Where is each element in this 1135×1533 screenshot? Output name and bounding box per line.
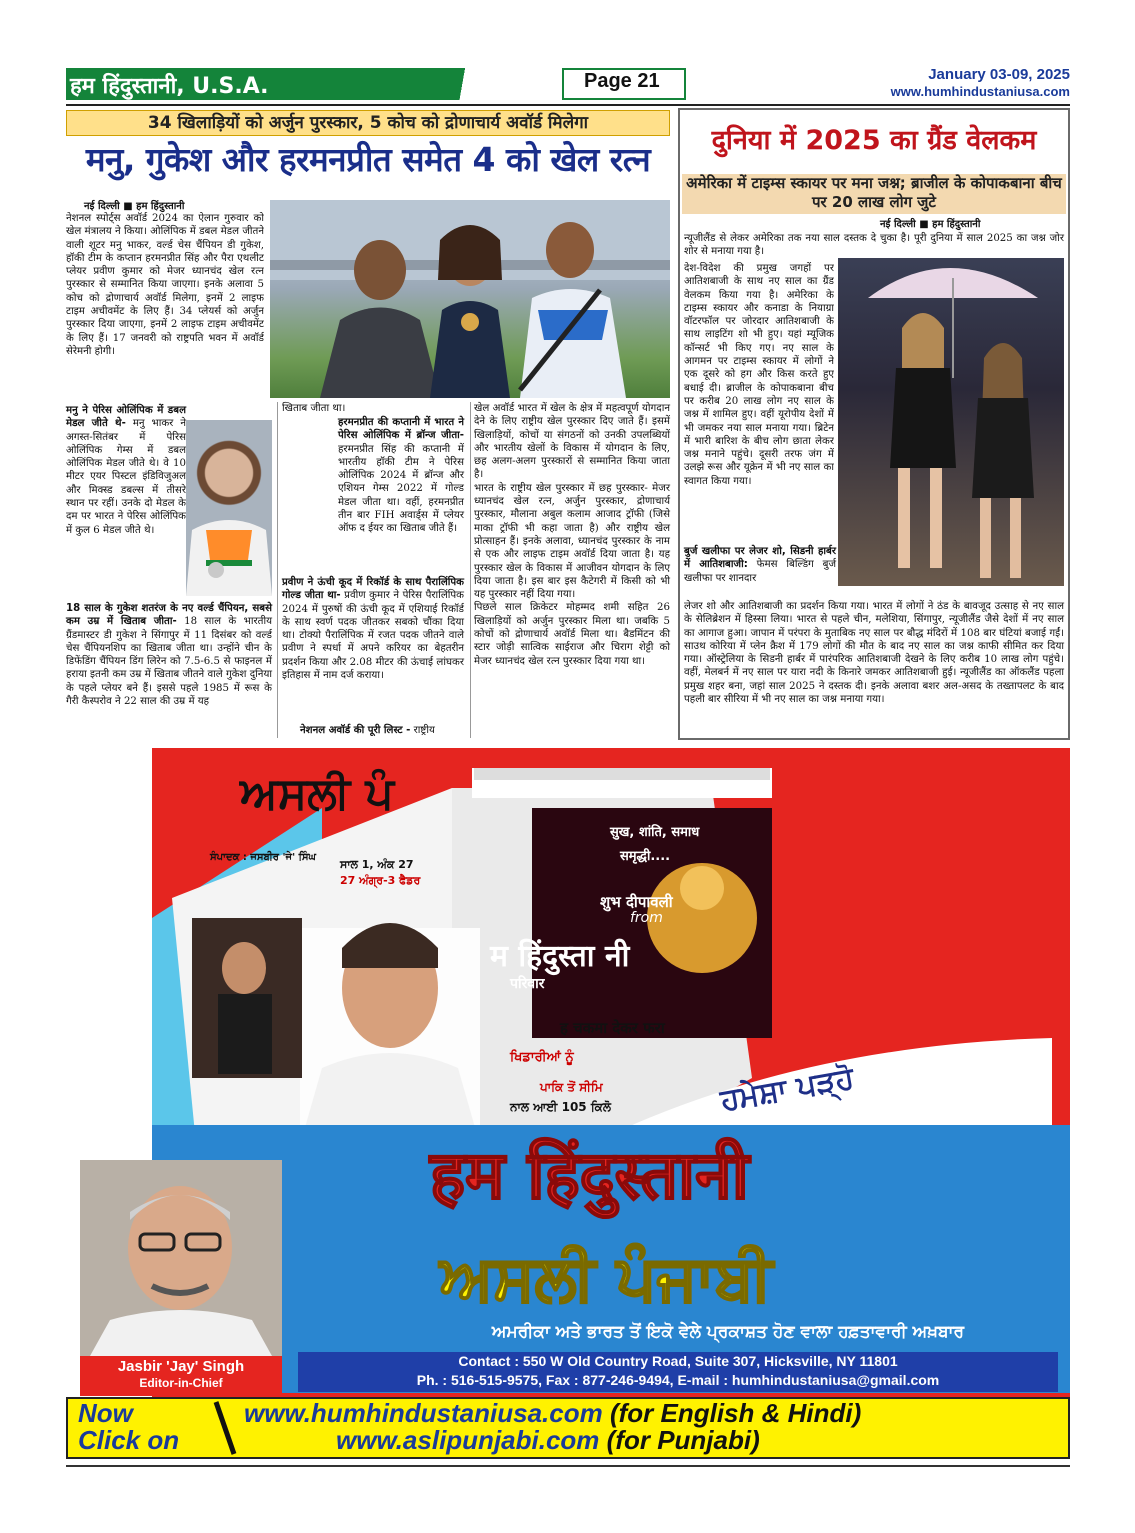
ad-punjabi-masthead: ਅਸਲੀ ਪੰ	[240, 768, 394, 819]
ad-hindi-line1: सुख, शांति, समाध	[610, 825, 700, 840]
ad-hindustani-partial: म हिंदुस्ता नी	[490, 939, 630, 974]
promo-click-on: Click on	[78, 1425, 180, 1455]
ad-punjabi-news3: ਨਾਲ ਆਈ 105 ਕਿਲੋ	[510, 1100, 611, 1114]
header-banner-split	[330, 68, 570, 100]
promo-now: Now	[78, 1398, 133, 1428]
editor-name: Jasbir 'Jay' Singh	[117, 1358, 245, 1375]
harman-body: हरमनप्रीत सिंह की कप्तानी में भारतीय हॉकी टीम ने पेरिस ओलिंपिक 2024 में ब्रॉन्ज और एशियन गेम्स 2022 में गोल्ड मेडल जीता था। वहीं, हरमनप्रीत तीन बार FIH अवार्ड्स में प्लेयर ऑफ द ईयर का खिताब जीते हैं।	[338, 443, 464, 535]
praveen-body: प्रवीण कुमार ने पेरिस पैरालिंपिक 2024 में पुरुषों की ऊंची कूद में एशियाई रिकॉर्ड के साथ स्वर्ण पदक जीतकर सबको चौंका दिया था। टोक्यो पैरालिंपिक में रजत पदक जीतने वाले प्रवीण ने स्पर्धा में अपने करियर का बेहतरीन प्रदर्शन किया और 2.08 मीटर की ऊंचाई लांघकर इतिहास में नाम दर्ज कराया।	[282, 590, 464, 682]
newyear-illustration	[838, 258, 1064, 586]
ad-big-hindi: हम हिंदुस्तानी	[430, 1137, 749, 1214]
right-subhead: अमेरिका में टाइम्स स्कायर पर मना जश्न; ब्राजील के कोपाकबाना बीच पर 20 लाख लोग जुटे	[682, 174, 1066, 214]
ad-tagline: ਅਮਰੀਕਾ ਅਤੇ ਭਾਰਤ ਤੋਂ ਇਕੋ ਵੇਲੇ ਪ੍ਰਕਾਸ਼ਤ ਹੋਣ ਵਾਲਾ ਹਫ਼ਤਾਵਾਰੀ ਅਖ਼ਬਾਰ	[491, 1322, 965, 1342]
issue-date: January 03-09, 2025	[928, 66, 1070, 83]
list-lead-block	[300, 724, 470, 737]
gukesh-subhead: 18 साल के गुकेश शतरंज के नए वर्ल्ड चैंपियन, सबसे कम उम्र में खिताब जीता-	[66, 603, 272, 628]
header-website[interactable]: www.humhindustaniusa.com	[890, 84, 1070, 99]
list-lead: नेशनल अवॉर्ड की पूरी लिस्ट -	[300, 725, 411, 736]
ad-editor-small: ਸੰਪਾਦਕ : ਜਸਬੀਰ 'ਜੇ' ਸਿੰਘ	[210, 852, 316, 863]
left-kicker: 34 खिलाड़ियों को अर्जुन पुरस्कार, 5 कोच को द्रोणाचार्य अवॉर्ड मिलेगा	[66, 110, 670, 136]
promo-url2[interactable]: www.aslipunjabi.com	[336, 1425, 600, 1455]
list-lead-tail: राष्ट्रीय	[413, 725, 435, 736]
manu-block	[66, 404, 186, 537]
left-headline: मनु, गुकेश और हरमनप्रीत समेत 4 को खेल रत्न	[85, 140, 651, 179]
left-dateline: नई दिल्ली ■ हम हिंदुस्तानी	[84, 201, 185, 212]
col4-para3: पिछले साल क्रिकेटर मोहम्मद शमी सहित 26 खिलाड़ियों को अर्जुन पुरस्कार मिला था। जबकि 5 कोचों को द्रोणाचार्य अवॉर्ड मिला था। बैडमिंटन की स्टार जोड़ी सात्विक साईराज और चिराग शेट्टी को मेजर ध्यानचंद खेल रत्न पुरस्कार दिया गया था।	[474, 602, 670, 667]
gukesh-block	[66, 602, 272, 708]
ad-contact-line2[interactable]: Ph. : 516-515-9575, Fax : 877-246-9494, E-mail : humhindustaniusa@gmail.com	[416, 1372, 940, 1388]
editor-photo	[80, 1160, 282, 1356]
burj-block	[684, 545, 836, 585]
editor-title: Editor-in-Chief	[139, 1376, 223, 1390]
col4-block	[474, 402, 670, 668]
burj-subhead: बुर्ज खलीफा पर लेजर शो, सिडनी हार्बर में आतिशबाजी:	[684, 546, 836, 571]
newyear-photo	[838, 258, 1064, 586]
burj-body: लेजर शो और आतिशबाजी का प्रदर्शन किया गया। भारत में लोगों ने ठंड के बावजूद उत्साह से नए साल के सेलिब्रेशन में हिस्सा लिया। भारत से पहले चीन, मलेशिया, सिंगापुर, न्यूजीलैंड जैसे देशों में नए साल का आगाज हुआ। जापान में परंपरा के मुताबिक नए साल पर बौद्ध मंदिरों में 108 बार घंटियां बजाई गईं। साउथ कोरिया में प्लेन क्रैश में 179 लोगों की मौत के बाद नए साल का जश्न काफी सीमित कर दिया गया। ऑस्ट्रेलिया के सिडनी हार्बर में पारंपरिक आतिशबाजी देखने के लिए करीब 10 लाख लोग पहुंचे। वहीं, मेलबर्न में नए साल पर यारा नदी के किनारे जमकर आतिशबाजी हुई। न्यूजीलैंड का ऑकलैंड पहला प्रमुख शहर बना, जहां साल 2025 ने दस्तक दी। इनके अलावा बशर अल-असद के तख्तापलट के बाद पहली बार सीरिया में भी नए साल का जश्न मनाया गया।	[684, 601, 1064, 706]
athletes-photo	[270, 200, 670, 398]
promo-url1-note: (for English & Hindi)	[609, 1398, 862, 1428]
right-intro: न्यूजीलैंड से लेकर अमेरिका तक नया साल दस्तक दे चुका है। पूरी दुनिया में साल 2025 का जश्न जोर शोर से मनाया गया है।	[684, 233, 1064, 258]
bottom-rule	[66, 1465, 1070, 1467]
ad-punjabi-news1: ਖਿਡਾਰੀਆਂ ਨੂੰ	[510, 1050, 574, 1065]
manu-body: मनु भाकर ने अगस्त-सितंबर में पेरिस ओलिंपिक गेम्स में डबल ओलिंपिक मेडल जीते थे। वे 10 मीटर एयर पिस्टल इंडिविजुअल और मिक्स्ड डबल्स में तीसरे स्थान पर रहीं। उनके दो मेडल के दम पर भारत ने पेरिस ओलिंपिक में कुल 6 मेडल जीते थे।	[66, 418, 186, 536]
praveen-photo	[186, 420, 272, 596]
ad-chakma: ह चकमा देकर फरा	[560, 1019, 665, 1037]
ad-hamesha: ਹਮੇਸ਼ਾ ਪੜ੍ਹੋ	[717, 1060, 857, 1119]
col2-top: खिताब जीता था।	[282, 403, 346, 414]
harman-subhead: हरमनप्रीत की कप्तानी में भारत ने पेरिस ओलिंपिक में ब्रॉन्ज जीता-	[338, 417, 464, 442]
ad-big-punjabi: ਅਸਲੀ ਪੰਜਾਬੀ	[440, 1241, 773, 1314]
praveen-illustration	[186, 420, 272, 596]
manu-subhead: मनु ने पेरिस ओलिंपिक में डबल मेडल जीते थे-	[66, 405, 186, 430]
col4-para1: खेल अवॉर्ड भारत में खेल के क्षेत्र में महत्वपूर्ण योगदान देने के लिए राष्ट्रीय खेल पुरस्कार दिए जाते हैं। इसमें खिलाड़ियों, कोचों या संगठनों को उनकी उपलब्धियों और भारतीय खेलों के विकास में योगदान के लिए, छह अलग-अलग पुरस्कारों से सम्मानित किया जाता है।	[474, 403, 670, 481]
right-para: देश-विदेश की प्रमुख जगहों पर आतिशबाजी के साथ नए साल का ग्रैंड वेलकम किया गया है। अमेरिका के टाइम्स स्कायर और कनाडा के नियाग्रा वॉटरफॉल पर जोरदार आतिशबाजी के साथ लाइटिंग शो भी हुए। यहां म्यूजिक कॉन्सर्ट भी किए गए। नए साल के आगमन पर टाइम्स स्कायर में लोगों ने एक दूसरे को हग और किस करते हुए बधाई दी। ब्राजील के कोपाकबाना बीच पर करीब 20 लाख लोग नए साल के जश्न में शामिल हुए। वहीं यूरोपीय देशों में भी जमकर नया साल मनाया गया। ब्रिटेन में भारी बारिश के बीच लोग छाता लेकर जश्न मनाने पहुंचे। दूसरी तरफ जंग में उलझे रूस और यूक्रेन में भी नए साल का स्वागत किया गया।	[684, 263, 834, 487]
ad-contact-box	[298, 1352, 1058, 1392]
ad-diwali: शुभ दीपावली	[600, 893, 673, 911]
paper-name: हम हिंदुस्तानी, U.S.A.	[70, 74, 269, 99]
praveen-block	[282, 576, 464, 682]
ad-hindi-line2: समृद्धी....	[620, 849, 671, 864]
athletes-illustration	[270, 200, 670, 398]
ad-contact-line1: Contact : 550 W Old Country Road, Suite 307, Hicksville, NY 11801	[458, 1353, 898, 1369]
right-headline: दुनिया में 2025 का ग्रैंड वेलकम	[711, 125, 1037, 156]
promo-url1[interactable]: www.humhindustaniusa.com	[244, 1398, 603, 1428]
ad-small-date: ਸਾਲ 1, ਅੰਕ 27	[340, 858, 414, 871]
promo-line2	[336, 1427, 760, 1454]
arrow-slash-icon	[210, 1398, 240, 1458]
column-rule-2	[470, 402, 471, 738]
harman-block	[338, 416, 464, 536]
col4-para2: भारत के राष्ट्रीय खेल पुरस्कार में छह पुरस्कार- मेजर ध्यानचंद खेल रत्न, अर्जुन पुरस्कार, द्रोणाचार्य पुरस्कार, मौलाना अबुल कलाम आजाद ट्रॉफी (जिसे माका ट्रॉफी भी कहा जाता है) और राष्ट्रीय खेल प्रोत्साहन हैं। इनके अलावा, ध्यानचंद पुरस्कार के नाम से एक और लाइफ टाइम अवॉर्ड दिया जाता है। यह पुरस्कार खेल के विकास में आजीवन योगदान के लिए दिया जाता है। इस बार इस कैटेगरी में किसी को भी यह पुरस्कार नहीं दिया गया।	[474, 482, 670, 601]
promo-url2-note: (for Punjabi)	[606, 1425, 760, 1455]
burj-lead: फेमस बिल्डिंग बुर्ज खलीफा पर शानदार	[684, 559, 836, 584]
ad-from: from	[630, 910, 663, 926]
ad-small-date2: 27 ਅੰਗ੍ਰ-3 ਫੈਡਰ	[340, 874, 421, 887]
header-rule	[66, 104, 1070, 106]
gukesh-body: 18 साल के भारतीय ग्रैंडमास्टर डी गुकेश ने सिंगापुर में 11 दिसंबर को वर्ल्ड चेस चैंपियनशिप का खिताब जीता था। उन्होंने चीन के डिफेंडिंग चैंपियन डिंग लिरेन को 7.5-6.5 से फाइनल में हराया इतनी कम उम्र में खिताब जीतने वाले गुकेश दुनिया के पहले प्लेयर बने हैं। इससे पहले 1985 में रूस के गैरी कैस्परोव ने 22 साल की उम्र में यह	[66, 616, 272, 708]
ad-parivar: परिवार	[510, 976, 545, 992]
column-rule	[277, 402, 278, 738]
ad-punjabi-news2: ਪਾਕਿ ਤੋਂ ਸੀਮਿ	[540, 1080, 603, 1094]
page-number: Page 21	[584, 70, 660, 92]
left-para1: नेशनल स्पोर्ट्स अवॉर्ड 2024 का ऐलान गुरुवार को खेल मंत्रालय ने किया। ओलिंपिक में डबल मेडल जीतने वाली शूटर मनु भाकर, वर्ल्ड चेस चैंपियन डी गुकेश, हॉकी टीम के कप्तान हरमनप्रीत सिंह और पैरा एथलीट प्लेयर प्रवीण कुमार को मेजर ध्यानचंद खेल रत्न पुरस्कार से सम्मानित किया जाएगा। इनके अलावा 5 कोच को द्रोणाचार्य अवॉर्ड मिलेगा, इनमें 2 लाइफ टाइम अचीवमेंट के लिए हैं। 34 प्लेयर्स को अर्जुन पुरस्कार दिया जाएगा, इनमें 2 लाइफ टाइम अचीवमेंट के लिए हैं। 17 जनवरी को राष्ट्रपति भवन में अवॉर्ड सेरेमनी होगी।	[66, 213, 264, 357]
right-dateline: नई दिल्ली ■ हम हिंदुस्तानी	[880, 219, 981, 230]
promo-line1	[244, 1400, 861, 1427]
praveen-subhead: प्रवीण ने ऊंची कूद में रिकॉर्ड के साथ पैरालिंपिक गोल्ड जीता था-	[282, 577, 464, 602]
editor-illustration	[80, 1160, 282, 1356]
